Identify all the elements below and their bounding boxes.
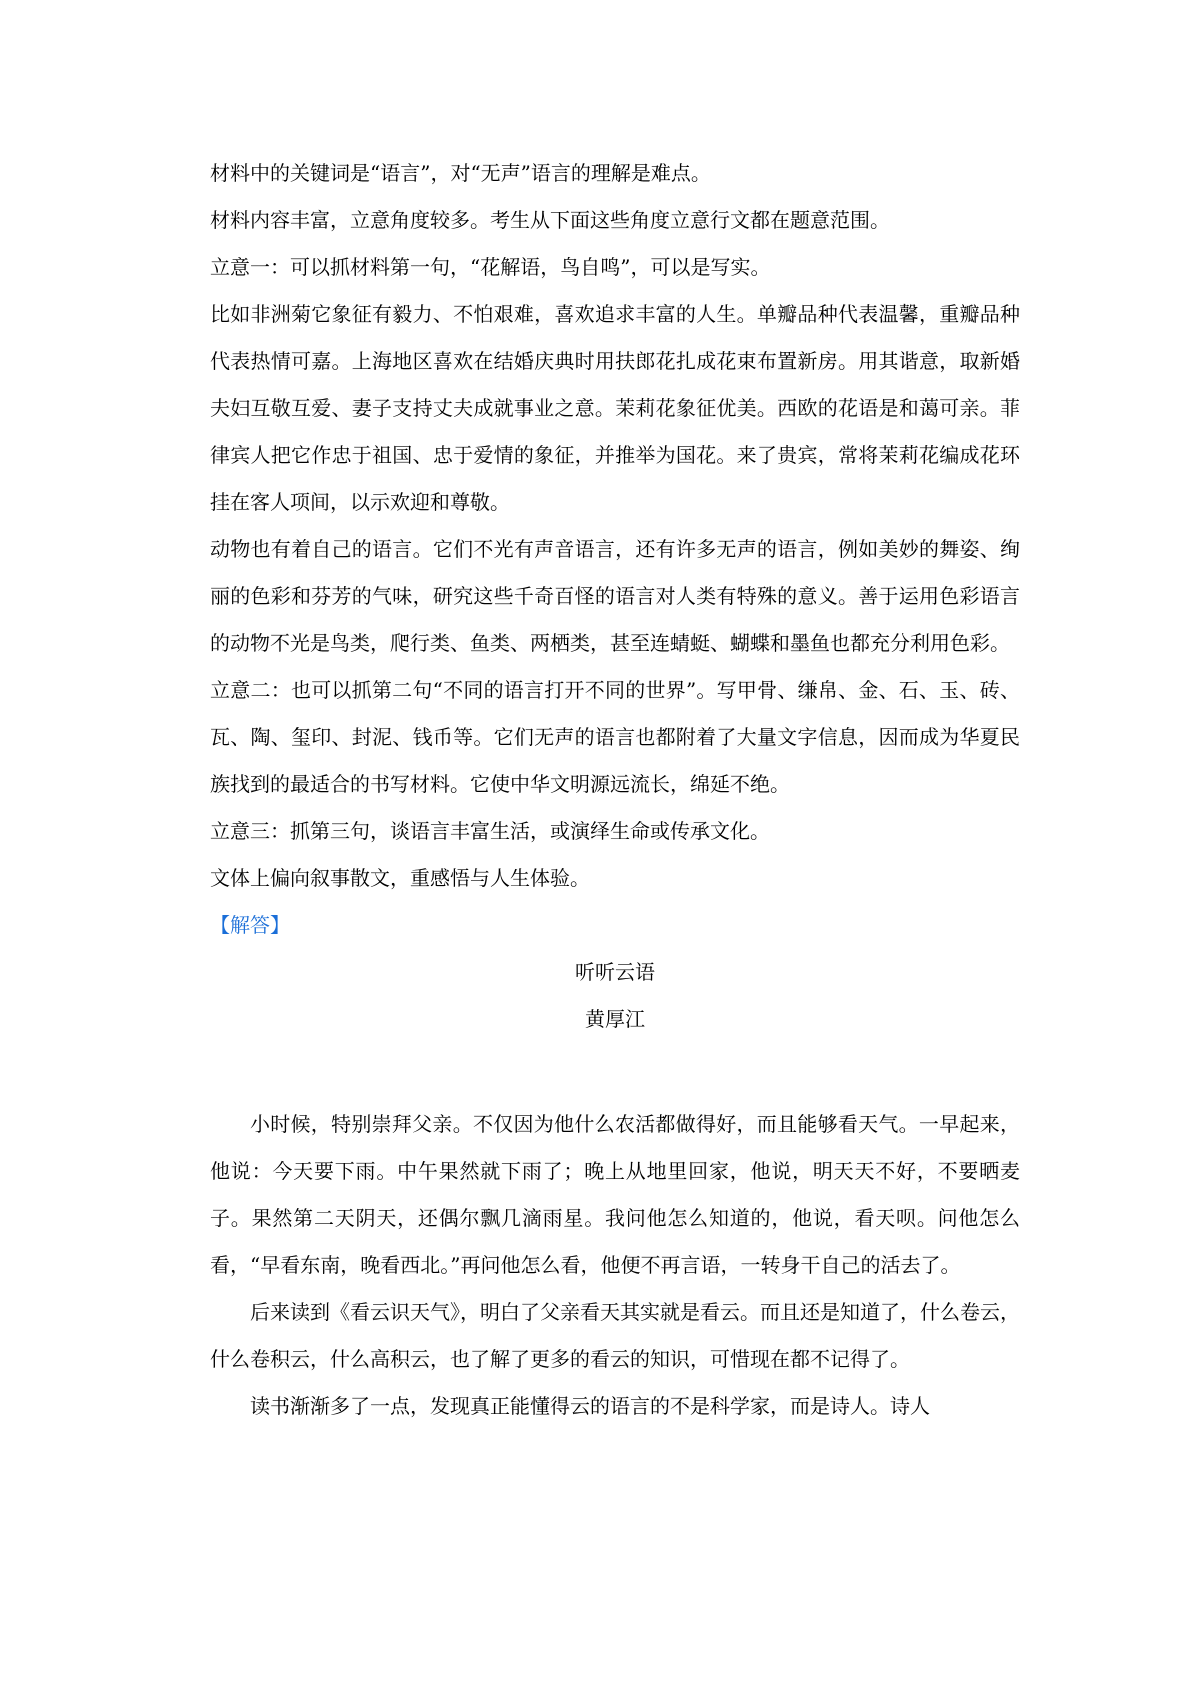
analysis-paragraph-keyword: 材料中的关键词是“语言”，对“无声”语言的理解是难点。 [210, 161, 711, 185]
essay-paragraph-3: 读书渐渐多了一点，发现真正能懂得云的语言的不是科学家，而是诗人。诗人 [250, 1394, 930, 1418]
answer-label: 【解答】 [210, 913, 290, 937]
document-content [210, 150, 1020, 1430]
analysis-paragraph-animal-language: 动物也有着自己的语言。它们不光有声音语言，还有许多无声的语言，例如美妙的舞姿、绚丽的色彩和芬芳的气味，研究这些千奇百怪的语言对人类有特殊的意义。善于运用色彩语言的动物不光是鸟类，爬行类、鱼类、两栖类，甚至连蜻蜓、蝴蝶和墨鱼也都充分利用色彩。 [210, 537, 1020, 655]
essay-author: 黄厚江 [585, 1007, 645, 1031]
essay-paragraph-1: 小时候，特别崇拜父亲。不仅因为他什么农活都做得好，而且能够看天气。一早起来，他说：今天要下雨。中午果然就下雨了；晚上从地里回家，他说，明天天不好，不要晒麦子。果然第二天阴天，还偶尔飘几滴雨星。我问他怎么知道的，他说，看天呗。问他怎么看，“早看东南，晚看西北。”再问他怎么看，他便不再言语，一转身干自己的活去了。 [210, 1112, 1020, 1277]
analysis-paragraph-scope: 材料内容丰富，立意角度较多。考生从下面这些角度立意行文都在题意范围。 [210, 208, 890, 232]
title-spacer [210, 1043, 1020, 1101]
essay-paragraph-2: 后来读到《看云识天气》，明白了父亲看天其实就是看云。而且还是知道了，什么卷云，什么卷积云，什么高积云，也了解了更多的看云的知识，可惜现在都不记得了。 [210, 1300, 1020, 1371]
analysis-paragraph-idea-three: 立意三：抓第三句，谈语言丰富生活，或演绎生命或传承文化。 [210, 819, 770, 843]
essay-title: 听听云语 [575, 960, 655, 984]
analysis-paragraph-flower-language: 比如非洲菊它象征有毅力、不怕艰难，喜欢追求丰富的人生。单瓣品种代表温馨，重瓣品种代表热情可嘉。上海地区喜欢在结婚庆典时用扶郎花扎成花束布置新房。用其谐意，取新婚夫妇互敬互爱、妻子支持丈夫成就事业之意。茉莉花象征优美。西欧的花语是和蔼可亲。菲律宾人把它作忠于祖国、忠于爱情的象征，并推举为国花。来了贵宾，常将茉莉花编成花环挂在客人项间，以示欢迎和尊敬。 [210, 302, 1020, 514]
analysis-paragraph-idea-one: 立意一：可以抓材料第一句，“花解语，鸟自鸣”，可以是写实。 [210, 255, 771, 279]
analysis-paragraph-genre: 文体上偏向叙事散文，重感悟与人生体验。 [210, 866, 590, 890]
analysis-paragraph-idea-two: 立意二：也可以抓第二句“不同的语言打开不同的世界”。写甲骨、缣帛、金、石、玉、砖、瓦、陶、玺印、封泥、钱币等。它们无声的语言也都附着了大量文字信息，因而成为华夏民族找到的最适合的书写材料。它使中华文明源远流长，绵延不绝。 [210, 678, 1020, 796]
